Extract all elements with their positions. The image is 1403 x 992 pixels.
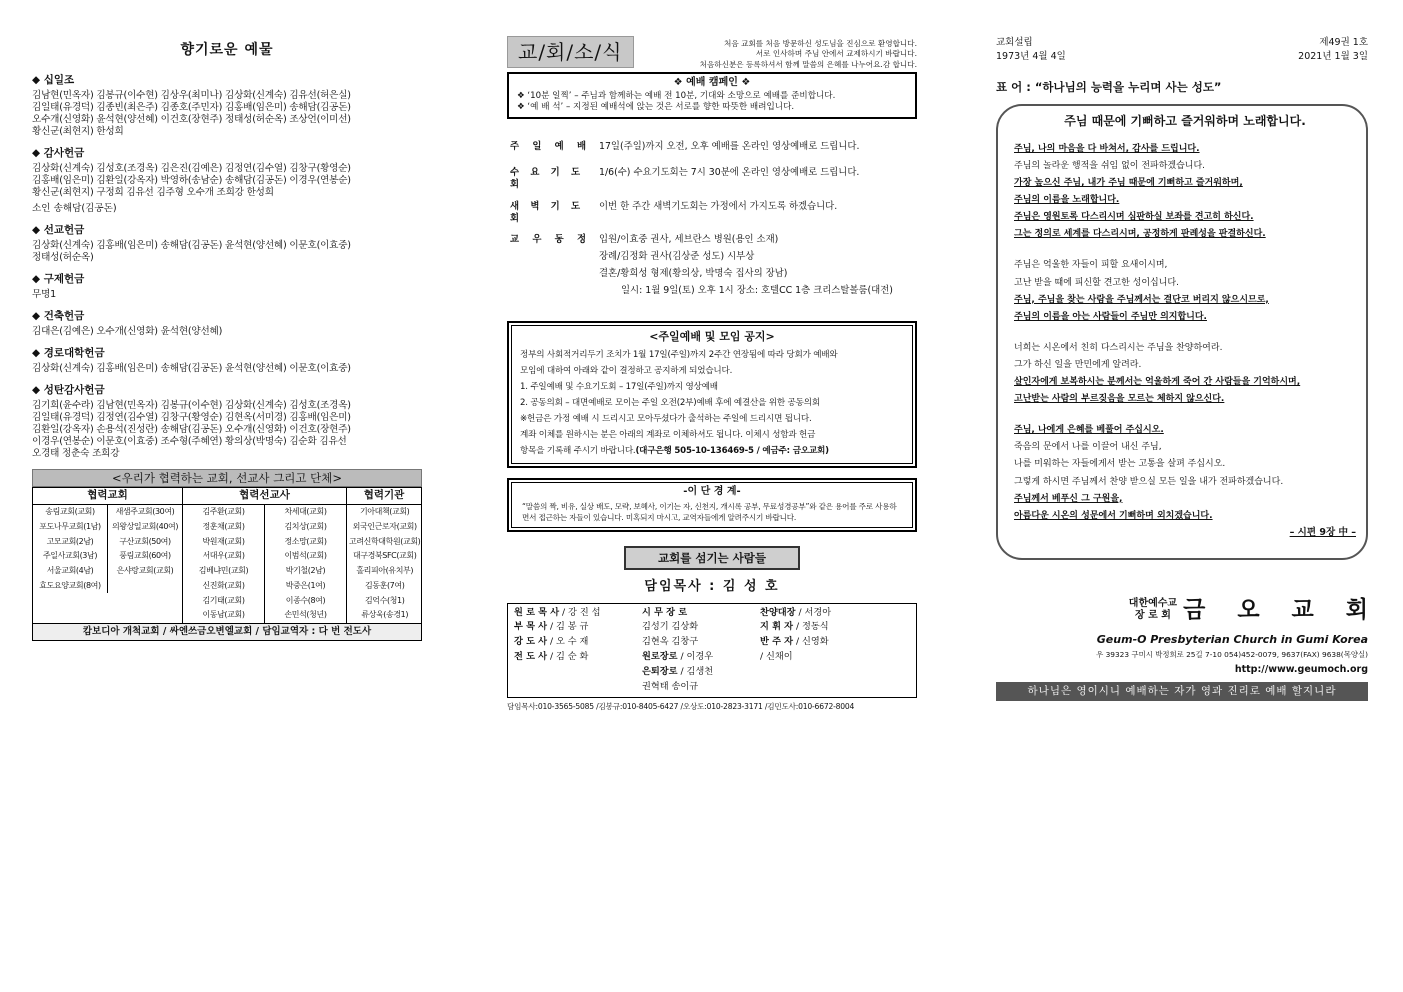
- stanza-gap: [1014, 326, 1356, 340]
- staff-name: / 김 순 화: [549, 651, 589, 663]
- schedule-line: 입원/이효중 권사, 세브란스 병원(용인 소재): [599, 234, 779, 246]
- offering-names: 정태성(허순옥): [32, 251, 94, 263]
- offering-names: 황신군(최현지) 한성희: [32, 125, 124, 137]
- staff-role: 전 도 사: [514, 651, 548, 663]
- schedule-row: [507, 167, 917, 191]
- cooperation-item: 의왕상일교회(40여): [111, 521, 179, 531]
- staff-row: [760, 650, 910, 665]
- schedule-line: 1/6(수) 수요기도회는 7시 30분에 온라인 영상예배로 드립니다.: [599, 167, 860, 179]
- psalm-line: 주님은 억울한 자들이 피할 요새이시며,: [1014, 260, 1168, 271]
- cooperation-item: 효도요양교회(8여): [39, 580, 101, 590]
- schedule-row: [507, 141, 917, 158]
- cooperation-item: 이동남(교회): [202, 610, 245, 620]
- psalm-line: 너희는 시온에서 친히 다스리시는 주님을 찬양하여라.: [1014, 342, 1223, 353]
- staff-role: 반 주 자: [760, 636, 794, 648]
- offering-names: 황신군(최현지) 구정희 김유선 김주형 오수개 조희강 한성희: [32, 186, 274, 198]
- offering-heading: ◆ 건축헌금: [32, 309, 85, 322]
- schedule-label: 새 벽 기 도 회: [510, 200, 585, 224]
- denomination: [1129, 598, 1177, 622]
- cooperation-item: 박기철(2남): [285, 566, 326, 576]
- offering-section: [32, 224, 422, 264]
- offering-section: [32, 384, 422, 460]
- offering-names: 오수개(신영화) 윤석현(양선혜) 이건호(장현주) 정태성(허순옥) 조상언(이미선): [32, 113, 351, 125]
- notice-line: 모임에 대하여 아래와 같이 결정하고 공지하게 되었습니다.: [520, 366, 733, 377]
- scripture-banner: 하나님은 영이시니 예배하는 자가 영과 진리로 예배 할지니라: [996, 682, 1368, 701]
- cooperation-item: 김기태(교회): [202, 595, 245, 605]
- schedule-row: [507, 234, 917, 301]
- staff-role: 은퇴장로: [642, 666, 678, 678]
- psalm-line: 가장 높으신 주님, 내가 주님 때문에 기뻐하고 즐거워하며,: [1014, 178, 1243, 189]
- cooperation-table: [32, 487, 422, 623]
- offering-section: [32, 147, 422, 215]
- church-info: [996, 596, 1380, 676]
- staff-name: 김성기 김상화: [642, 621, 699, 633]
- offering-names: 김홍배(임은미) 김환일(강옥자) 박영하(송남순) 송해담(김공돈) 이경우(연봉순): [32, 174, 351, 186]
- staff-phones: 담임목사:010-3565-5085 /김봉규:010-8405-6427 /오상도:010-2823-3171 /김민도사:010-6672-8004: [507, 702, 855, 712]
- psalm-box: [996, 104, 1368, 560]
- staff-name: / 정동식: [795, 621, 829, 633]
- staff-role: 원로장로: [642, 651, 678, 663]
- cooperation-lists: [347, 505, 421, 623]
- staff-table: [507, 603, 917, 698]
- staff-name: / 김생천: [680, 666, 714, 678]
- staff-row: [514, 606, 630, 621]
- staff-role: 시 무 장 로: [642, 606, 688, 618]
- psalm-line: 그렇게 하시면 주님께서 찬양 받으실 모든 일을 내가 전파하겠습니다.: [1014, 476, 1284, 487]
- cooperation-item: 류상욱(송경1): [361, 610, 409, 620]
- denomination-line: 장 로 회: [1134, 610, 1171, 622]
- cooperation-lists: [183, 505, 346, 623]
- senior-pastor: 담임목사 : 김 성 호: [644, 579, 780, 595]
- meta-line: 교회설립: [996, 37, 1033, 48]
- staff-column: [636, 606, 754, 695]
- cooperation-item: 홀리피아(유치부): [356, 566, 414, 576]
- cooperation-list: [183, 505, 265, 623]
- staff-row: [514, 620, 630, 635]
- schedule-text: [599, 201, 917, 225]
- church-motto: 표 어 : “하나님의 능력을 누리며 사는 성도”: [996, 79, 1222, 94]
- psalm-line: 주님, 나에게 은혜를 베풀어 주십시오.: [1014, 425, 1164, 436]
- schedule-label: 주 일 예 배: [510, 140, 592, 152]
- schedule-row: [507, 201, 917, 225]
- staff-column: [754, 606, 916, 695]
- staff-name: / 이경우: [680, 651, 714, 663]
- cooperation-item: 차세대(교회): [284, 506, 327, 516]
- offering-heading: ◆ 선교헌금: [32, 223, 85, 236]
- notice-line: 계좌 이체를 원하시는 분은 아래의 계좌로 이체하셔도 됩니다. 이체시 성함과 헌금: [520, 429, 816, 440]
- warning-text: “말씀의 짝, 비유, 실상 배도, 모략, 보혜사, 이기는 자, 신천지, 개시록 공부, 무료성경공부”와 같은 용어를 주로 사용하면서 접근하는 자들이 있습니다. 미혹되지 마시고, 교역자들에게 알려주시기 바랍니다.: [522, 501, 897, 522]
- cooperation-item: 새샘주교회(30여): [115, 506, 175, 516]
- church-website-link[interactable]: http://www.geumoch.org: [1234, 663, 1368, 675]
- cooperation-group: [183, 488, 347, 622]
- psalm-line: 주님의 이름을 아는 사람들이 주님만 의지합니다.: [1014, 311, 1207, 322]
- welcome-text: [657, 36, 917, 70]
- church-address: 우 39323 구미시 박정희로 25길 7-10 054)452-0079, 9637(FAX) 9638(목양실): [1096, 650, 1368, 660]
- cooperation-item: 외국인근로자(교회): [352, 521, 417, 531]
- denomination-line: 대한예수교: [1128, 598, 1178, 610]
- cooperation-group: [347, 488, 421, 622]
- church-name: 금 오 교 회: [1183, 596, 1380, 623]
- cooperation-item: 고려신학대학원(교회): [349, 536, 421, 546]
- cooperation-item: 기아대책(교회): [359, 506, 410, 516]
- welcome-line: 처음하신분은 등록하셔서 함께 말씀의 은혜를 나누어요.감 합니다.: [699, 59, 917, 69]
- schedule-line: 17일(주일)까지 오전, 오후 예배를 온라인 영상예배로 드립니다.: [599, 140, 860, 152]
- notice-text: 항목을 기록해 주시기 바랍니다.: [520, 445, 636, 456]
- cooperation-item: 은샤랑교회(교회): [116, 566, 174, 576]
- staff-role: 찬양대장: [760, 606, 796, 618]
- news-badge: 교/회/소/식: [507, 36, 634, 68]
- cooperation-item: 박원재(교회): [202, 536, 245, 546]
- staff-row: [642, 620, 748, 635]
- staff-column: [508, 606, 636, 695]
- staff-row: [642, 665, 748, 680]
- offering-heading: ◆ 구제헌금: [32, 272, 85, 285]
- psalm-line: 고난받는 사람의 부르짖음을 모르는 체하지 않으신다.: [1014, 394, 1225, 405]
- schedule-line: 일시: 1월 9일(토) 오후 1시 장소: 호텔CC 1층 크리스탈볼룸(대전): [621, 284, 893, 296]
- issue-info: [1298, 36, 1368, 64]
- cooperation-item: 정훈채(교회): [202, 521, 245, 531]
- cooperation-item: 대구경북SFC(교회): [352, 551, 417, 561]
- psalm-line: 주님, 나의 마음을 다 바쳐서, 감사를 드립니다.: [1014, 143, 1200, 154]
- cooperation-item: 서대우(교회): [202, 551, 245, 561]
- meta-line: 1973년 4월 4일: [996, 50, 1066, 62]
- cooperation-group: [33, 488, 183, 622]
- offerings-column: [32, 36, 422, 641]
- staff-name: 권혁태 송이규: [642, 681, 699, 693]
- staff-row: [642, 680, 748, 695]
- worship-campaign-box: [507, 72, 917, 119]
- cooperation-footer: 캄보디아 개척교회 / 싸엔쓰금오변엘교회 / 담임교역자 : 다 번 전도사: [32, 624, 422, 641]
- welcome-line: 서로 인사하며 주님 안에서 교제하시기 바랍니다.: [755, 49, 917, 59]
- psalm-line: 나를 미워하는 자들에게서 받는 고통을 살펴 주십시오.: [1014, 459, 1226, 470]
- psalm-source: – 시편 9장 中 –: [1289, 526, 1356, 538]
- cooperation-list: [265, 505, 346, 623]
- meta-line: 제49권 1호: [1319, 37, 1368, 48]
- staff-row: [760, 620, 910, 635]
- staff-name: / 김 봉 규: [549, 621, 589, 633]
- offering-section: [32, 347, 422, 375]
- stanza-gap: [1014, 408, 1356, 422]
- people-title: 교회를 섬기는 사람들: [624, 546, 800, 570]
- cooperation-list: [33, 505, 108, 594]
- campaign-item: ❖ ‘예 배 석’ – 지정된 예배석에 앉는 것은 서로를 향한 따뜻한 배려입니다.: [517, 101, 795, 112]
- cooperation-item: 구산교회(50여): [119, 536, 171, 546]
- news-column: [507, 36, 917, 712]
- schedule-text: [599, 141, 917, 158]
- staff-name: 김현옥 김창구: [642, 636, 699, 648]
- psalm-line: 그는 정의로 세계를 다스리시며, 공정하게 판례성을 판결하신다.: [1014, 229, 1266, 240]
- offering-names: 김남현(민옥자) 김봉규(이수현) 김상우(최미나) 김상화(신계숙) 김유선(허은실): [32, 89, 351, 101]
- staff-role: 지 휘 자: [760, 621, 794, 633]
- publication-meta: [996, 36, 1368, 64]
- offering-sections: [32, 74, 422, 461]
- cooperation-item: 이범석(교회): [284, 551, 327, 561]
- offering-names: 김상화(신계숙) 김홍배(임은미) 송해담(김공돈) 윤석현(양선혜) 이문호(이효중): [32, 363, 351, 375]
- cooperation-group-head: 협력선교사: [183, 488, 346, 504]
- offering-names: 오경태 정춘숙 조희강: [32, 448, 120, 460]
- cooperation-title: <우리가 협력하는 교회, 선교사 그리고 단체>: [32, 469, 422, 487]
- meta-line: 2021년 1월 3일: [1298, 50, 1368, 62]
- offering-heading: ◆ 경로대학헌금: [32, 346, 105, 359]
- psalm-body: [1014, 141, 1356, 525]
- staff-role: 강 도 사: [514, 636, 548, 648]
- schedule: [507, 141, 917, 302]
- offering-names: 김상화(신계숙) 김성호(조경옥) 김은진(김예은) 김정연(김수열) 김창구(황영순): [32, 162, 351, 174]
- psalm-line: 아름다운 시온의 성문에서 기뻐하며 외치겠습니다.: [1014, 510, 1213, 521]
- cooperation-item: 김동훈(7여): [364, 580, 405, 590]
- cooperation-item: 주일사교회(3남): [42, 551, 98, 561]
- psalm-line: 주님의 이름을 노래합니다.: [1014, 195, 1120, 206]
- offering-names: 김일태(유경덕) 김종빈(최은주) 김종호(주민자) 김홍배(임은미) 송해담(김공돈): [32, 101, 351, 113]
- schedule-text: [599, 167, 917, 191]
- cooperation-item: 박중은(1여): [285, 580, 326, 590]
- schedule-line: 장례/김정화 권사(김상준 성도) 시부상: [599, 251, 755, 263]
- offering-names: 무명1: [32, 288, 57, 300]
- offering-names: 김환일(강옥자) 손용석(진성란) 송해담(김공돈) 오수개(신영화) 이건호(장현주): [32, 424, 351, 436]
- offering-names: 김기희(윤수라) 김남현(민옥자) 김봉규(이수현) 김상화(신계숙) 김성호(조경옥): [32, 400, 351, 412]
- worship-notice-box: [507, 321, 917, 468]
- warning-title: -이 단 경 계-: [683, 486, 741, 498]
- psalm-line: 그가 하신 일을 만민에게 알려라.: [1014, 359, 1142, 370]
- notice-line: 정부의 사회적거리두기 조치가 1월 17일(주일)까지 2주간 연장됨에 따라 당회가 예배와: [520, 350, 838, 361]
- staff-row: [642, 606, 748, 621]
- staff-role: 부 목 사: [514, 621, 548, 633]
- founding-info: [996, 36, 1066, 64]
- notice-lines: [520, 348, 904, 443]
- cooperation-item: 풍림교회(60여): [119, 551, 171, 561]
- cooperation-item: 이종수(8여): [285, 595, 326, 605]
- staff-name: / 강 진 섭: [562, 606, 601, 618]
- staff-row: [642, 635, 748, 650]
- cooperation-item: 포도나무교회(1남): [39, 521, 101, 531]
- staff-name: / 신채이: [760, 651, 793, 663]
- offering-note: 소인 송해담(김공돈): [32, 202, 117, 214]
- staff-row: [760, 606, 910, 621]
- staff-name: / 오 수 재: [549, 636, 589, 648]
- stanza-gap: [1014, 243, 1356, 257]
- notice-line: 2. 공동의회 – 대면예배로 모이는 주일 오전(2부)예배 후에 예결산을 위한 공동의회: [520, 397, 820, 408]
- psalm-line: 주님, 주님을 찾는 사람을 주님께서는 결단코 버리지 않으시므로,: [1014, 294, 1269, 305]
- cooperation-group-head: 협력교회: [33, 488, 182, 504]
- campaign-title: ❖ 예배 캠페인 ❖: [673, 76, 751, 88]
- offering-section: [32, 74, 422, 138]
- cooperation-item: 김주환(교회): [202, 506, 245, 516]
- offering-names: 김대은(김예은) 오수개(신영화) 윤석현(양선혜): [32, 325, 223, 337]
- psalm-line: 주님의 놀라운 행적을 쉬임 없이 전파하겠습니다.: [1014, 161, 1206, 171]
- offering-names: 이경우(연봉순) 이문호(이효중) 조수형(주혜연) 황의상(박명숙) 김순화 김유선: [32, 436, 347, 448]
- cooperation-item: 신진화(교회): [202, 580, 245, 590]
- offerings-title: 향기로운 예물: [180, 42, 274, 58]
- offering-heading: ◆ 십일조: [32, 73, 75, 86]
- cooperation-item: 김억수(청1): [364, 595, 405, 605]
- campaign-item: ❖ ‘10분 일찍’ – 주님과 함께하는 예배 전 10분, 기대와 소망으로 예배를 준비합니다.: [517, 91, 836, 102]
- psalm-title: 주님 때문에 기뻐하고 즐거워하며 노래합니다.: [1064, 113, 1306, 128]
- staff-name: / 신영화: [795, 636, 829, 648]
- staff-name: / 서경아: [798, 606, 832, 618]
- cooperation-item: 김치상(교회): [284, 521, 327, 531]
- staff-role: 원 로 목 사: [514, 606, 560, 618]
- staff-row: [514, 635, 630, 650]
- notice-title: <주일예배 및 모임 공지>: [649, 330, 775, 344]
- staff-row: [514, 650, 630, 665]
- church-english-name: Geum-O Presbyterian Church in Gumi Korea: [1096, 632, 1368, 646]
- psalm-line: 주님은 영원토록 다스리시며 심판하실 보좌를 견고히 하신다.: [1014, 212, 1254, 223]
- notice-line: 1. 주일예배 및 수요기도회 – 17일(주일)까지 영상예배: [520, 382, 718, 392]
- cooperation-group-head: 협력기관: [347, 488, 421, 504]
- psalm-line: 살인자에게 보복하시는 분께서는 억울하게 죽어 간 사람들을 기억하시며,: [1014, 377, 1301, 388]
- psalm-line: 주님께서 베푸신 그 구원을,: [1014, 493, 1123, 504]
- cooperation-lists: [33, 505, 182, 594]
- schedule-text: [599, 234, 917, 301]
- offering-section: [32, 310, 422, 338]
- cooperation-item: 김베냐민(교회): [198, 566, 249, 576]
- offering-section: [32, 273, 422, 301]
- schedule-label: 수 요 기 도 회: [510, 167, 585, 191]
- notice-line: ※헌금은 가정 예배 시 드리시고 모아두셨다가 출석하는 주일에 드리시면 됩니다.: [520, 413, 812, 424]
- staff-row: [642, 650, 748, 665]
- staff-row: [760, 635, 910, 650]
- schedule-line: 이번 한 주간 새벽기도회는 가정에서 가지도록 하겠습니다.: [599, 200, 838, 212]
- offering-names: 김일태(유경덕) 김정연(김수열) 김창구(황영순) 김현옥(서미경) 김홍배(임은미): [32, 412, 351, 424]
- bank-account: (대구은행 505-10-136469-5 / 예금주: 금오교회): [635, 445, 829, 456]
- cooperation-item: 고모교회(2남): [46, 536, 94, 546]
- welcome-line: 처음 교회를 처음 방문하신 성도님을 진심으로 환영합니다.: [724, 39, 917, 48]
- cooperation-item: 서울교회(4남): [46, 566, 94, 576]
- cover-column: [996, 36, 1380, 701]
- offering-heading: ◆ 성탄감사헌금: [32, 384, 105, 397]
- cooperation-list: [108, 505, 182, 594]
- offering-names: 김상화(신계숙) 김홍배(임은미) 송해담(김공돈) 윤석현(양선혜) 이문호(이효중): [32, 239, 351, 251]
- heresy-warning-box: [507, 478, 917, 532]
- psalm-line: 고난 받을 때에 피신할 견고한 성이십니다.: [1014, 277, 1179, 288]
- psalm-line: 죽음의 문에서 나를 이끌어 내신 주님,: [1014, 442, 1162, 453]
- church-name-row: [996, 596, 1380, 625]
- cooperation-list: [347, 505, 422, 623]
- cooperation-item: 손민석(청년): [284, 610, 327, 620]
- cooperation-item: 송림교회(교회): [45, 506, 95, 516]
- notice-line: [520, 444, 904, 460]
- schedule-label: 교 우 동 정: [510, 234, 592, 246]
- schedule-line: 결혼/황희성 형제(황의상, 박명숙 집사의 장남): [599, 267, 788, 279]
- cooperation-item: 정소망(교회): [284, 536, 327, 546]
- offering-heading: ◆ 감사헌금: [32, 146, 85, 159]
- news-header: [507, 36, 917, 70]
